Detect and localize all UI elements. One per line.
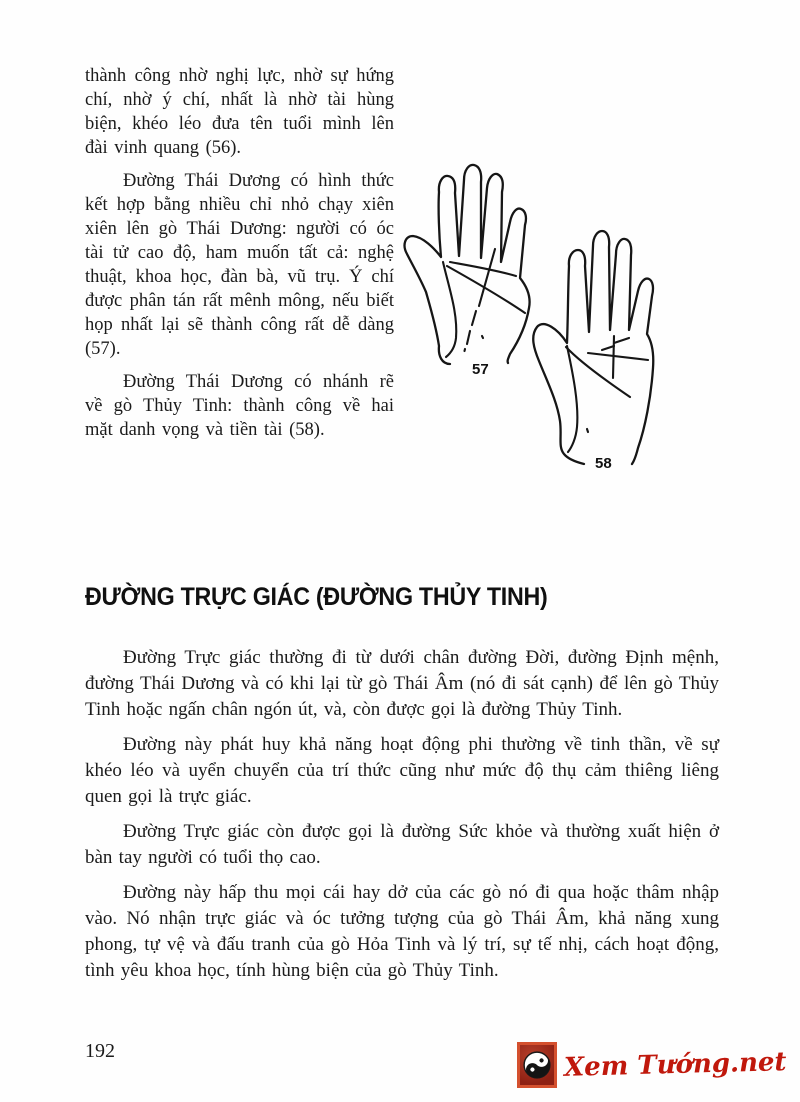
watermark-site-name: Xem Tướng.net <box>563 1047 787 1083</box>
hand-58-illustration <box>533 231 653 472</box>
palm-diagrams-figure <box>398 150 738 480</box>
paragraph: Đường Trực giác thường đi từ dưới chân đường Đời, đường Định mệnh, đường Thái Dương và có khi lại từ gò Thái Âm (nó đi sát cạnh) để lên gò Thủy Tinh hoặc ngấn chân ngón út, và, còn được gọi là đường Thủy Tinh. <box>85 647 719 720</box>
section-body <box>85 645 719 993</box>
section-heading: ĐƯỜNG TRỰC GIÁC (ĐƯỜNG THỦY TINH) <box>85 583 548 611</box>
paragraph: Đường Trực giác còn được gọi là đường Sức khỏe và thường xuất hiện ở bàn tay người có tuổi thọ cao. <box>85 821 719 868</box>
left-text-column <box>85 64 394 451</box>
palm-diagrams-svg <box>398 150 738 480</box>
hand-57-illustration <box>405 165 530 378</box>
yin-yang-svg <box>521 1049 553 1081</box>
page-number: 192 <box>85 1040 115 1062</box>
paragraph: Đường Thái Dương có nhánh rẽ về gò Thủy Tinh: thành công về hai mặt danh vọng và tiền tài (58). <box>85 372 394 440</box>
yin-yang-icon <box>517 1042 557 1088</box>
paragraph-continuation: thành công nhờ nghị lực, nhờ sự hứng chí, nhờ ý chí, nhất là nhờ tài hùng biện, khéo léo đưa tên tuổi mình lên đài vinh quang (56). <box>85 66 394 158</box>
paragraph: Đường Thái Dương có hình thức kết hợp bằng nhiều chỉ nhỏ chạy xiên xiên lên gò Thái Dương: người có óc tài tử cao độ, ham muốn tất cả: nghệ thuật, khoa học, đàn bà, vũ trụ. Ý chí được phân tán rất mênh mông, nếu biết họp nhất lại sẽ thành công rất dễ dàng (57). <box>85 171 394 359</box>
paragraph: Đường này phát huy khả năng hoạt động phi thường về tinh thần, về sự khéo léo và uyển chuyển của trí thức cũng như mức độ thụ cảm thiêng liêng quen gọi là trực giác. <box>85 734 719 807</box>
paragraph: Đường này hấp thu mọi cái hay dở của các gò nó đi qua hoặc thâm nhập vào. Nó nhận trực giác và óc tưởng tượng của gò Thái Âm, khả năng xung phong, tự vệ và đấu tranh của gò Hỏa Tinh và lý trí, sự tế nhị, cách hoạt động, tình yêu khoa học, tính hùng biện của gò Thủy Tinh. <box>85 882 719 981</box>
figure-58-label: 58 <box>595 455 612 472</box>
figure-57-label: 57 <box>472 361 489 378</box>
xemtuong-watermark <box>517 1042 786 1088</box>
